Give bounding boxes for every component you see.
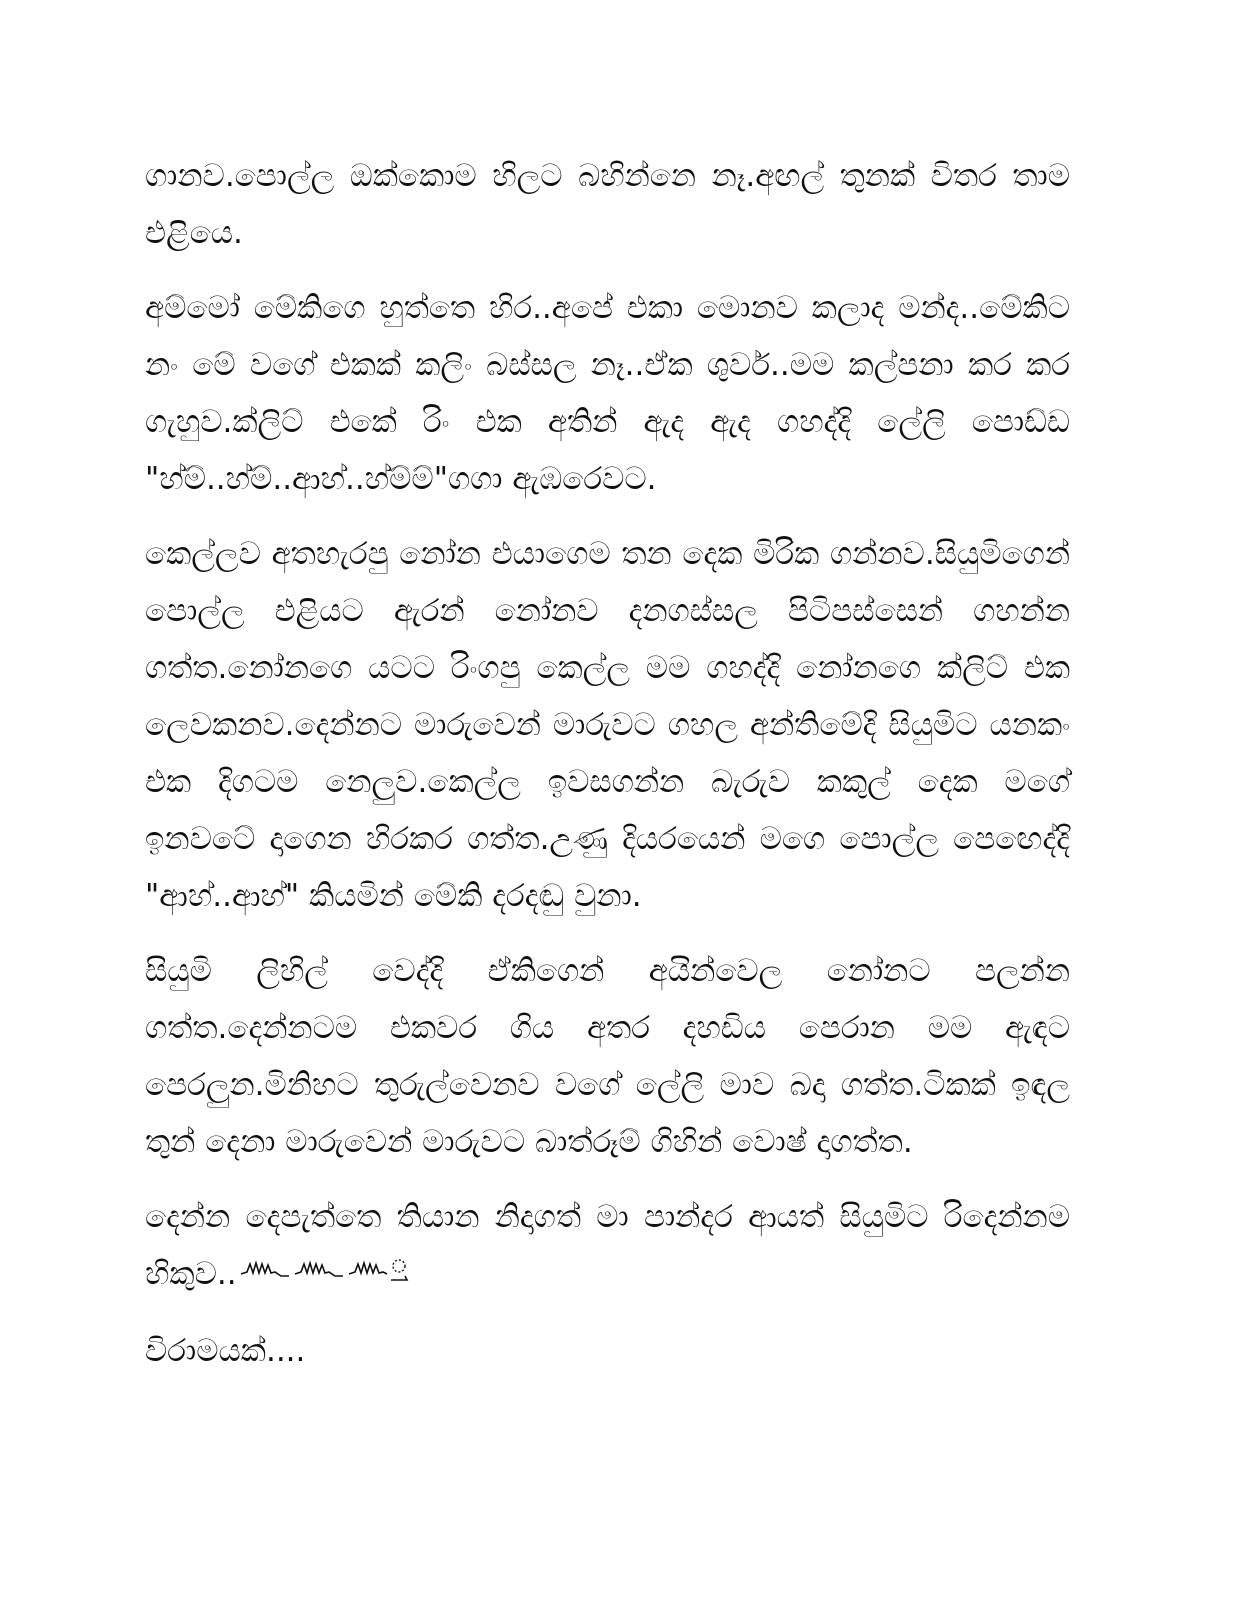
scribble-doodle-icon [239,1246,419,1305]
story-text-column [145,148,1070,1380]
paragraph-2: අම්මෝ මේකිගෙ හුත්තෙ හිර..අපේ එකා මොනව කලාද මන්ද..මේකිට නං මේ වගේ එකක් කලිං බස්සල නෑ..ඒක ශුවර්..මම කල්පනා කර කර ගැහුව.ක්ලිට් එකේ රිං එක අතින් ඇද ඇද ගහද්දි ලේලි පොඩ්ඩ "හ්ම්..හ්ම්..ආහ්..හ්ම්ම්"ගගා ඇඹරෙවට. [145,290,1070,497]
paragraph-4: සියුමි ලිහිල් වෙද්දි ඒකිගෙන් අයින්වෙල නෝනට පලන්න ගත්ත.දෙන්නටම එකවර ගිය අතර දහඩිය පෙරාන මම ඇඳට පෙරලුන.මිනිහට තුරුල්වෙනව වගේ ලේලි මාව බදා ගත්ත.ටිකක් ඉඳල තුන් දෙනා මාරුවෙන් මාරුවට බාත්රූම් ගිහින් වොෂ් දාගත්ත. [145,953,1070,1160]
closing-line: විරාමයක්.... [145,1333,306,1369]
paragraph-5 [145,1189,1070,1305]
paragraph-1: ගානව.පොල්ල ඔක්කොම හිලට බහින්නෙ නෑ.අඟල් තුනක් විතර තාම එළියෙ. [145,158,1070,251]
paragraph-3: කෙල්ලව අතහැරපු නෝන එයාගෙම තන දෙක මිරික ගන්නව.සියුමිගෙන් පොල්ල එළියට ඇරන් නෝනව දනගස්සල පිටිපස්සෙන් ගහන්න ගත්ත.නෝනගෙ යටට රිංගපු කෙල්ල මම ගහද්දි නෝනගෙ ක්ලිට් එක ලෙවකනව.දෙන්නට මාරුවෙන් මාරුවට ගහල අන්තිමේදි සියුමිට යනකං එක දිගටම නෙලුව.කෙල්ල ඉවසගන්න බැරුව කකුල් දෙක මගේ ඉනවටේ දාගෙන හිරකර ගත්ත.උණු දියරයෙන් මගෙ පොල්ල පෙඟෙද්දි "ආහ්..ආහ්" කියමින් මේකි දරදඬු වුනා. [145,536,1070,914]
paragraph-5-text: දෙන්න දෙපැත්තෙ තියාන නිදාගත් මා පාන්දර ආයත් සියුමිට රිදෙන්නම හිකුව.. [145,1199,1070,1292]
